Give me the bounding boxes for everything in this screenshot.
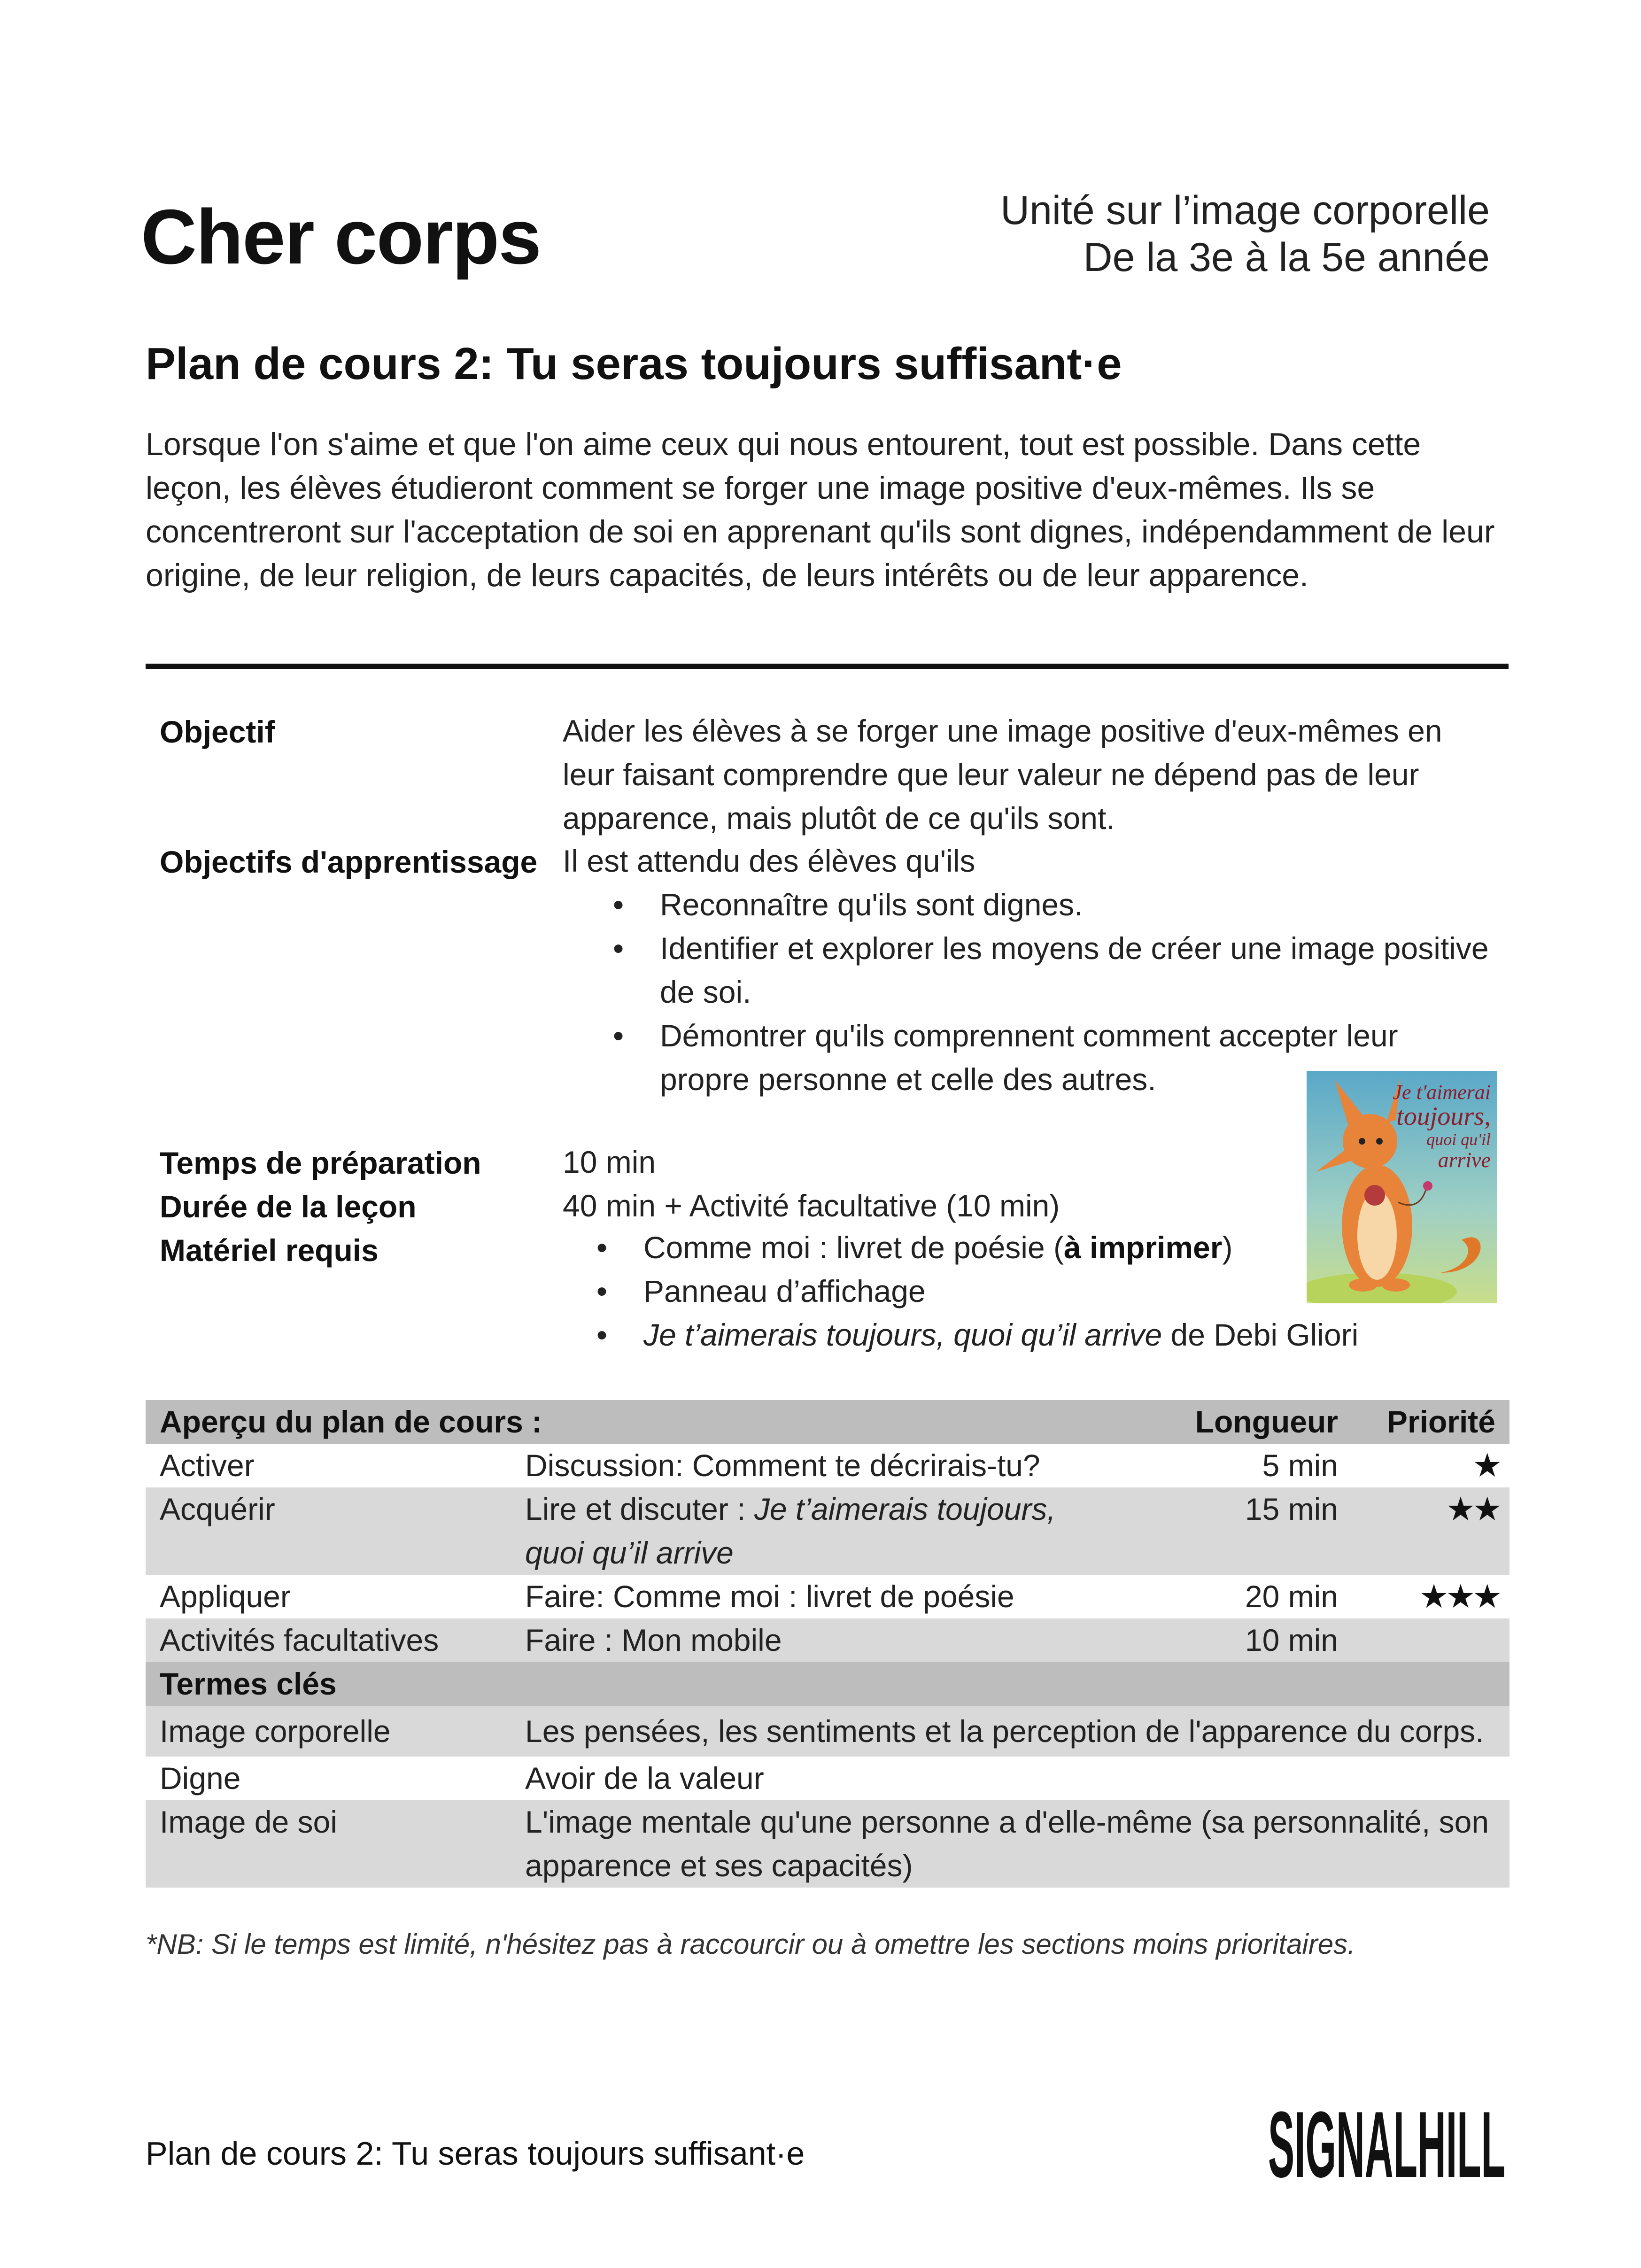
material-text: ) <box>1222 1230 1233 1265</box>
list-item: • Identifier et explorer les moyens de créer une image positive de soi. <box>660 927 1496 1014</box>
grade-range: De la 3e à la 5e année <box>1083 235 1490 280</box>
table-row <box>146 1444 1509 1487</box>
activity-cell: Faire: Comme moi : livret de poésie <box>525 1579 1014 1614</box>
activity-cell: Discussion: Comment te décrirais-tu? <box>525 1448 1040 1483</box>
length-cell: 5 min <box>1262 1448 1338 1483</box>
lesson-title: Plan de cours 2: Tu seras toujours suffisant·e <box>146 339 1122 389</box>
lesson-duration-label: Durée de la leçon <box>160 1189 417 1224</box>
materials-list <box>643 1226 1489 1357</box>
learning-objectives-list <box>660 883 1496 1101</box>
length-header: Longueur <box>1195 1404 1338 1439</box>
print-link[interactable]: à imprimer <box>1063 1230 1223 1265</box>
activity-cell <box>525 1487 1112 1575</box>
length-cell: 10 min <box>1245 1623 1338 1657</box>
table-row <box>146 1618 1509 1662</box>
term-cell: Image corporelle <box>160 1714 391 1749</box>
term-cell: Image de soi <box>160 1804 337 1839</box>
section-divider <box>146 664 1509 669</box>
table-row <box>146 1575 1509 1618</box>
lesson-duration-value: 40 min + Activité facultative (10 min) <box>563 1188 1060 1223</box>
book-title: Je t’aimerais toujours, quoi qu’il arrive <box>643 1317 1162 1352</box>
length-cell: 20 min <box>1245 1579 1338 1614</box>
footer-lesson-title: Plan de cours 2: Tu seras toujours suffisant·e <box>146 2135 805 2172</box>
unit-info <box>1000 187 1490 281</box>
priority-stars: ★★★ <box>1419 1578 1499 1615</box>
signalhill-logo <box>1268 2099 1508 2189</box>
list-item <box>643 1313 1489 1357</box>
definition-cell: Avoir de la valeur <box>525 1761 764 1796</box>
priority-stars: ★★ <box>1446 1491 1499 1527</box>
key-terms-header: Termes clés <box>160 1666 337 1701</box>
overview-header: Aperçu du plan de cours : <box>160 1404 542 1439</box>
book-cover-title-2: toujours, <box>1396 1102 1491 1131</box>
phase-cell: Activer <box>160 1448 255 1483</box>
lesson-intro: Lorsque l'on s'aime et que l'on aime ceux qui nous entourent, tout est possible. Dans cette leçon, les élèves étudieront comment se forger une image positive d'eux-mêmes. Ils se concentreront sur l'acceptation de soi en apprenant qu'ils sont dignes, indépendamment de leur origine, de leur religion, de leurs capacités, de leurs intérêts ou de leur apparence. <box>146 426 1495 593</box>
learning-objectives-label: Objectifs d'apprentissage <box>160 844 538 879</box>
learning-objectives-intro: Il est attendu des élèves qu'ils <box>563 844 975 878</box>
activity-book-title: Je t’aimerais toujours, quoi qu’il arrive <box>525 1492 1056 1570</box>
book-cover-title-3: quoi qu'il <box>1426 1130 1491 1149</box>
list-item: • Panneau d’affichage <box>643 1269 1489 1313</box>
unit-title: Unité sur l’image corporelle <box>1000 188 1490 233</box>
term-cell: Digne <box>160 1761 241 1796</box>
lesson-overview-table <box>146 1400 1509 1888</box>
table-header-row <box>146 1400 1509 1444</box>
definition-cell: L'image mentale qu'une personne a d'elle-même (sa personnalité, son apparence et ses capacités) <box>525 1804 1489 1883</box>
material-text: Comme moi : livret de poésie ( <box>643 1230 1064 1265</box>
book-cover-title-4: arrive <box>1438 1148 1491 1172</box>
brand-title: Cher corps <box>141 194 541 280</box>
term-row <box>146 1706 1509 1757</box>
key-terms-header-row <box>146 1662 1509 1706</box>
phase-cell: Acquérir <box>160 1492 275 1526</box>
list-item <box>643 1226 1489 1269</box>
objective-label: Objectif <box>160 714 275 749</box>
footnote: *NB: Si le temps est limité, n'hésitez pas à raccourcir ou à omettre les sections moins prioritaires. <box>146 1928 1355 1960</box>
materials-label: Matériel requis <box>160 1233 379 1268</box>
list-item: • Démontrer qu'ils comprennent comment accepter leur propre personne et celle des autres. <box>660 1014 1496 1101</box>
prep-time-value: 10 min <box>563 1145 656 1179</box>
term-row <box>146 1800 1509 1888</box>
length-cell: 15 min <box>1245 1492 1338 1526</box>
prep-time-label: Temps de préparation <box>160 1146 481 1180</box>
objective-text: Aider les élèves à se forger une image positive d'eux-mêmes en leur faisant comprendre que leur valeur ne dépend pas de leur apparence, mais plutôt de ce qu'ils sont. <box>563 713 1442 836</box>
list-item: • Reconnaître qu'ils sont dignes. <box>660 883 1496 927</box>
book-cover-title-1: Je t'aimerai <box>1393 1081 1491 1104</box>
phase-cell: Appliquer <box>160 1579 291 1614</box>
logo-text: SIGNALHILL <box>1268 2099 1505 2189</box>
activity-text: Lire et discuter : <box>525 1492 754 1526</box>
definition-cell: Les pensées, les sentiments et la perception de l'apparence du corps. <box>525 1714 1484 1749</box>
phase-cell: Activités facultatives <box>160 1623 439 1657</box>
priority-header: Priorité <box>1386 1404 1495 1439</box>
activity-cell: Faire : Mon mobile <box>525 1623 782 1657</box>
priority-stars: ★ <box>1472 1447 1499 1484</box>
term-row <box>146 1757 1509 1800</box>
table-row <box>146 1487 1509 1575</box>
book-author: de Debi Gliori <box>1162 1317 1359 1352</box>
